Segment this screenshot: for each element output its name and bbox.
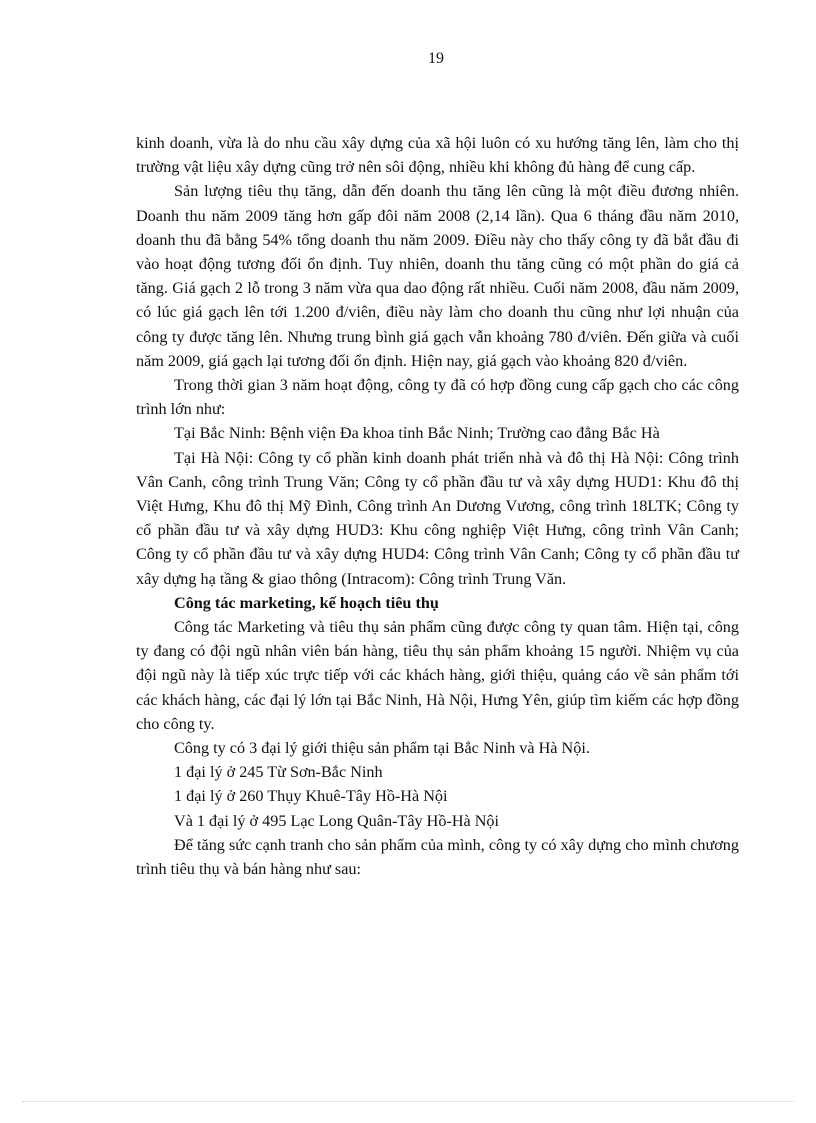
list-item-agent-1: 1 đại lý ở 245 Từ Sơn-Bắc Ninh <box>174 763 383 782</box>
list-item-agent-2: 1 đại lý ở 260 Thụy Khuê-Tây Hồ-Hà Nội <box>174 787 448 806</box>
paragraph-marketing: Công tác Marketing và tiêu thụ sản phẩm cũng được công ty quan tâm. Hiện tại, công ty đang có đội ngũ nhân viên bán hàng, tiêu thụ sản phẩm khoảng 15 người. Nhiệm vụ của đội ngũ này là tiếp xúc trực tiếp với các khách hàng, giới thiệu, quảng cáo về sản phẩm tới các khách hàng, các đại lý lớn tại Bắc Ninh, Hà Nội, Hưng Yên, giúp tìm kiếm các hợp đồng cho công ty. <box>136 618 739 733</box>
list-item-agent-3: Và 1 đại lý ở 495 Lạc Long Quân-Tây Hồ-Hà Nội <box>174 811 500 830</box>
document-body <box>136 131 739 881</box>
page-number: 19 <box>428 50 444 67</box>
paragraph-agents-intro: Công ty có 3 đại lý giới thiệu sản phẩm tại Bắc Ninh và Hà Nội. <box>174 739 590 758</box>
paragraph-revenue: Sản lượng tiêu thụ tăng, dẫn đến doanh thu tăng lên cũng là một điều đương nhiên. Doanh thu năm 2009 tăng hơn gấp đôi năm 2008 (2,14 lần). Qua 6 tháng đầu năm 2010, doanh thu đã bằng 54% tổng doanh thu năm 2009. Điều này cho thấy công ty đã bắt đầu đi vào hoạt động tương đối ổn định. Tuy nhiên, doanh thu tăng cũng có một phần do giá cả tăng. Giá gạch 2 lỗ trong 3 năm vừa qua dao động rất nhiều. Cuối năm 2008, đầu năm 2009, có lúc giá gạch lên tới 1.200 đ/viên, điều này làm cho doanh thu cũng như lợi nhuận của công ty được tăng lên. Nhưng trung bình giá gạch vẫn khoảng 780 đ/viên. Đến giữa và cuối năm 2009, giá gạch lại tương đối ổn định. Hiện nay, giá gạch vào khoảng 820 đ/viên. <box>136 182 739 370</box>
paragraph-contracts-intro: Trong thời gian 3 năm hoạt động, công ty đã có hợp đồng cung cấp gạch cho các công trình lớn như: <box>136 376 739 419</box>
section-heading-marketing: Công tác marketing, kế hoạch tiêu thụ <box>174 593 439 612</box>
paragraph-continuation: kinh doanh, vừa là do nhu cầu xây dựng của xã hội luôn có xu hướng tăng lên, làm cho thị trường vật liệu xây dựng cũng trở nên sôi động, nhiều khi không đủ hàng để cung cấp. <box>136 134 739 177</box>
page-bottom-divider <box>22 1101 794 1102</box>
paragraph-bac-ninh: Tại Bắc Ninh: Bệnh viện Đa khoa tỉnh Bắc Ninh; Trường cao đẳng Bắc Hà <box>174 424 660 443</box>
paragraph-ha-noi: Tại Hà Nội: Công ty cổ phần kinh doanh phát triển nhà và đô thị Hà Nội: Công trình Vân Canh, công trình Trung Văn; Công ty cổ phần đầu tư và xây dựng HUD1: Khu đô thị Việt Hưng, Khu đô thị Mỹ Đình, Công trình An Dương Vương, công trình 18LTK; Công ty cổ phần đầu tư và xây dựng HUD3: Khu công nghiệp Việt Hưng, công trình Vân Canh; Công ty cổ phần đầu tư và xây dựng HUD4: Công trình Vân Canh; Công ty cổ phần đầu tư xây dựng hạ tầng & giao thông (Intracom): Công trình Trung Văn. <box>136 448 739 588</box>
paragraph-sales-program: Để tăng sức cạnh tranh cho sản phẩm của mình, công ty có xây dựng cho mình chương trình tiêu thụ và bán hàng như sau: <box>136 835 739 879</box>
